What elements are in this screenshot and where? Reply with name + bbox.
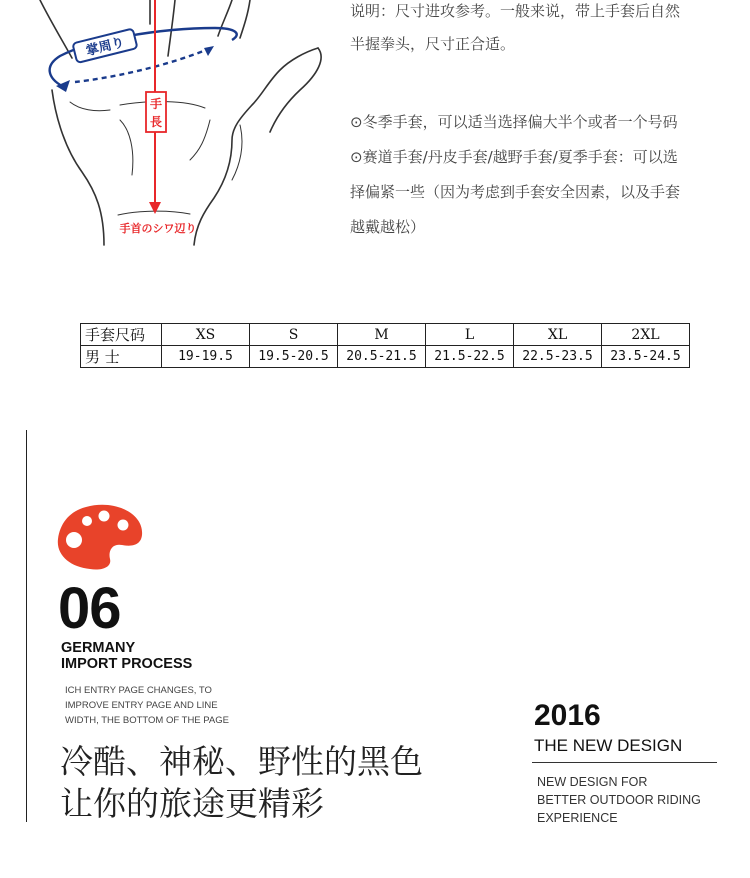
- length-label-top: 手: [149, 97, 163, 111]
- feature-note-line-2: IMPROVE ENTRY PAGE AND LINE: [65, 700, 218, 711]
- design-divider: [532, 762, 717, 763]
- tip-winter-gloves: ⊙冬季手套，可以适当选择偏大半个或者一个号码: [350, 113, 678, 131]
- range-cell: 20.5-21.5: [338, 346, 426, 368]
- size-chart-table: [80, 323, 690, 368]
- slogan-line-1: 冷酷、神秘、野性的黑色: [60, 742, 423, 781]
- range-cell: 19-19.5: [162, 346, 250, 368]
- size-header-row: [81, 324, 690, 346]
- feature-title-line-1: GERMANY: [61, 640, 136, 656]
- range-cell: 22.5-23.5: [514, 346, 602, 368]
- slogan-line-2: 让你的旅途更精彩: [60, 784, 324, 823]
- design-line-3: EXPERIENCE: [537, 811, 618, 825]
- length-label-bottom: 長: [149, 115, 163, 129]
- range-cell: 19.5-20.5: [250, 346, 338, 368]
- size-cell: L: [426, 324, 514, 346]
- size-cell: XL: [514, 324, 602, 346]
- range-cell: 21.5-22.5: [426, 346, 514, 368]
- feature-title-line-2: IMPORT PROCESS: [61, 656, 193, 672]
- vertical-divider: [26, 430, 27, 822]
- size-cell: S: [250, 324, 338, 346]
- design-year: 2016: [534, 699, 601, 732]
- range-cell: 23.5-24.5: [602, 346, 690, 368]
- size-cell: XS: [162, 324, 250, 346]
- men-row-label: 男 士: [81, 346, 162, 368]
- size-range-row: [81, 346, 690, 368]
- size-cell: M: [338, 324, 426, 346]
- size-header-label: 手套尺码: [81, 324, 162, 346]
- size-cell: 2XL: [602, 324, 690, 346]
- feature-note-line-1: ICH ENTRY PAGE CHANGES, TO: [65, 685, 212, 696]
- tip-race-gloves-line-3: 越戴越松）: [350, 218, 426, 236]
- tip-race-gloves-line-1: ⊙赛道手套/丹皮手套/越野手套/夏季手套：可以选: [350, 148, 678, 166]
- description-line-2: 半握拳头，尺寸正合适。: [350, 35, 516, 53]
- hand-measurement-illustration: [0, 0, 340, 250]
- description-line-1: 说明：尺寸进攻参考。一般来说，带上手套后自然: [350, 2, 681, 20]
- feature-note-line-3: WIDTH, THE BOTTOM OF THE PAGE: [65, 715, 229, 726]
- wrist-label: 手首のシワ辺り: [119, 222, 197, 235]
- design-line-1: NEW DESIGN FOR: [537, 775, 648, 789]
- design-line-2: BETTER OUTDOOR RIDING: [537, 793, 701, 807]
- feature-number: 06: [58, 576, 121, 641]
- palm-label: 掌周り: [84, 35, 127, 60]
- palette-icon: [56, 503, 144, 571]
- tip-race-gloves-line-2: 择偏紧一些（因为考虑到手套安全因素，以及手套: [350, 183, 681, 201]
- design-headline: THE NEW DESIGN: [534, 736, 683, 755]
